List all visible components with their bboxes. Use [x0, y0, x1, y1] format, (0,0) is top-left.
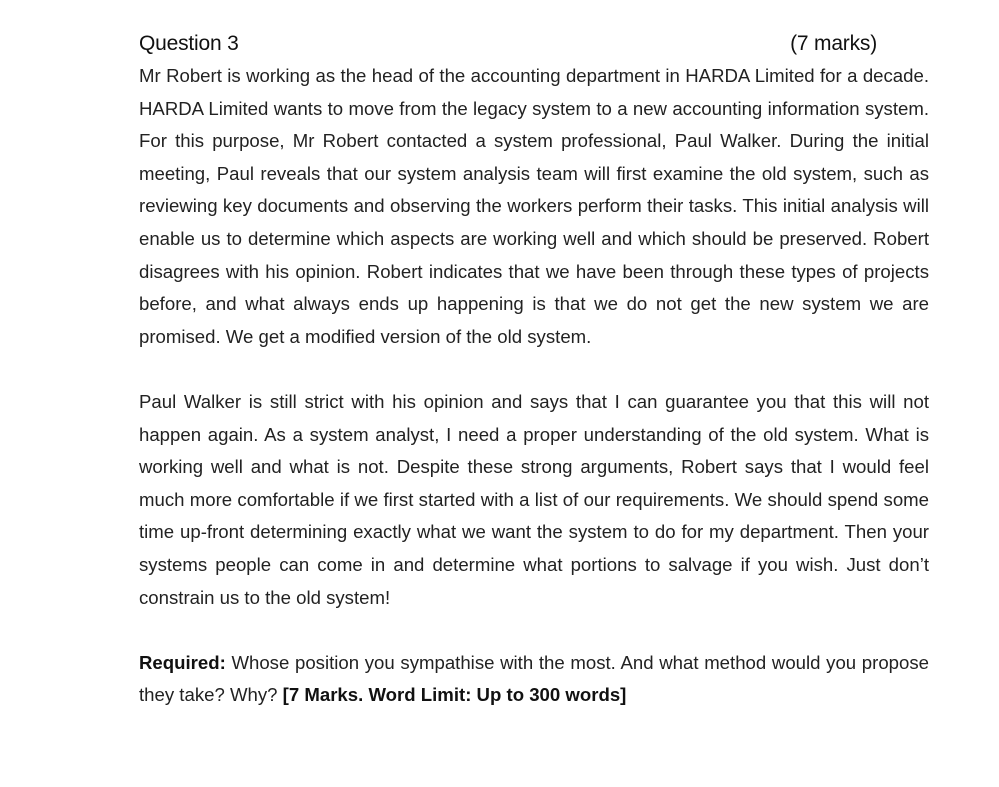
question-title: Question 3 — [139, 32, 239, 55]
required-label: Required: — [139, 651, 226, 673]
scenario-paragraph-2: Paul Walker is still strict with his opinion and says that I can guarantee you that this will not happen again. As a system analyst, I need a proper understanding of the old system. What is working well and what is not. Despite these strong arguments, Robert says that I would feel much more comfortable if we first started with a list of our requirements. We should spend some time up-front determining exactly what we want the system to do for my department. Then your systems people can come in and determine what portions to salvage if you wish. Just don’t constrain us to the old system! — [139, 390, 929, 608]
paragraph-gap — [139, 353, 929, 386]
required-paragraph — [139, 647, 929, 712]
scenario-paragraph-1: Mr Robert is working as the head of the accounting department in HARDA Limited for a decade. HARDA Limited wants to move from the legacy system to a new accounting information system. For this purpose, Mr Robert contacted a system professional, Paul Walker. During the initial meeting, Paul reveals that our system analysis team will first examine the old system, such as reviewing key documents and observing the workers perform their tasks. This initial analysis will enable us to determine which aspects are working well and which should be preserved. Robert disagrees with his opinion. Robert indicates that we have been through these types of projects before, and what always ends up happening is that we do not get the new system we are promised. We get a modified version of the old system. — [139, 65, 929, 347]
question-header — [139, 28, 929, 60]
paragraph-gap — [139, 614, 929, 647]
question-marks: (7 marks) — [790, 32, 877, 55]
required-note: [7 Marks. Word Limit: Up to 300 words] — [282, 684, 627, 706]
question-document — [139, 28, 929, 712]
required-text: Whose position you sympathise with the most. And what method would you propose they take? Why? — [139, 651, 929, 706]
